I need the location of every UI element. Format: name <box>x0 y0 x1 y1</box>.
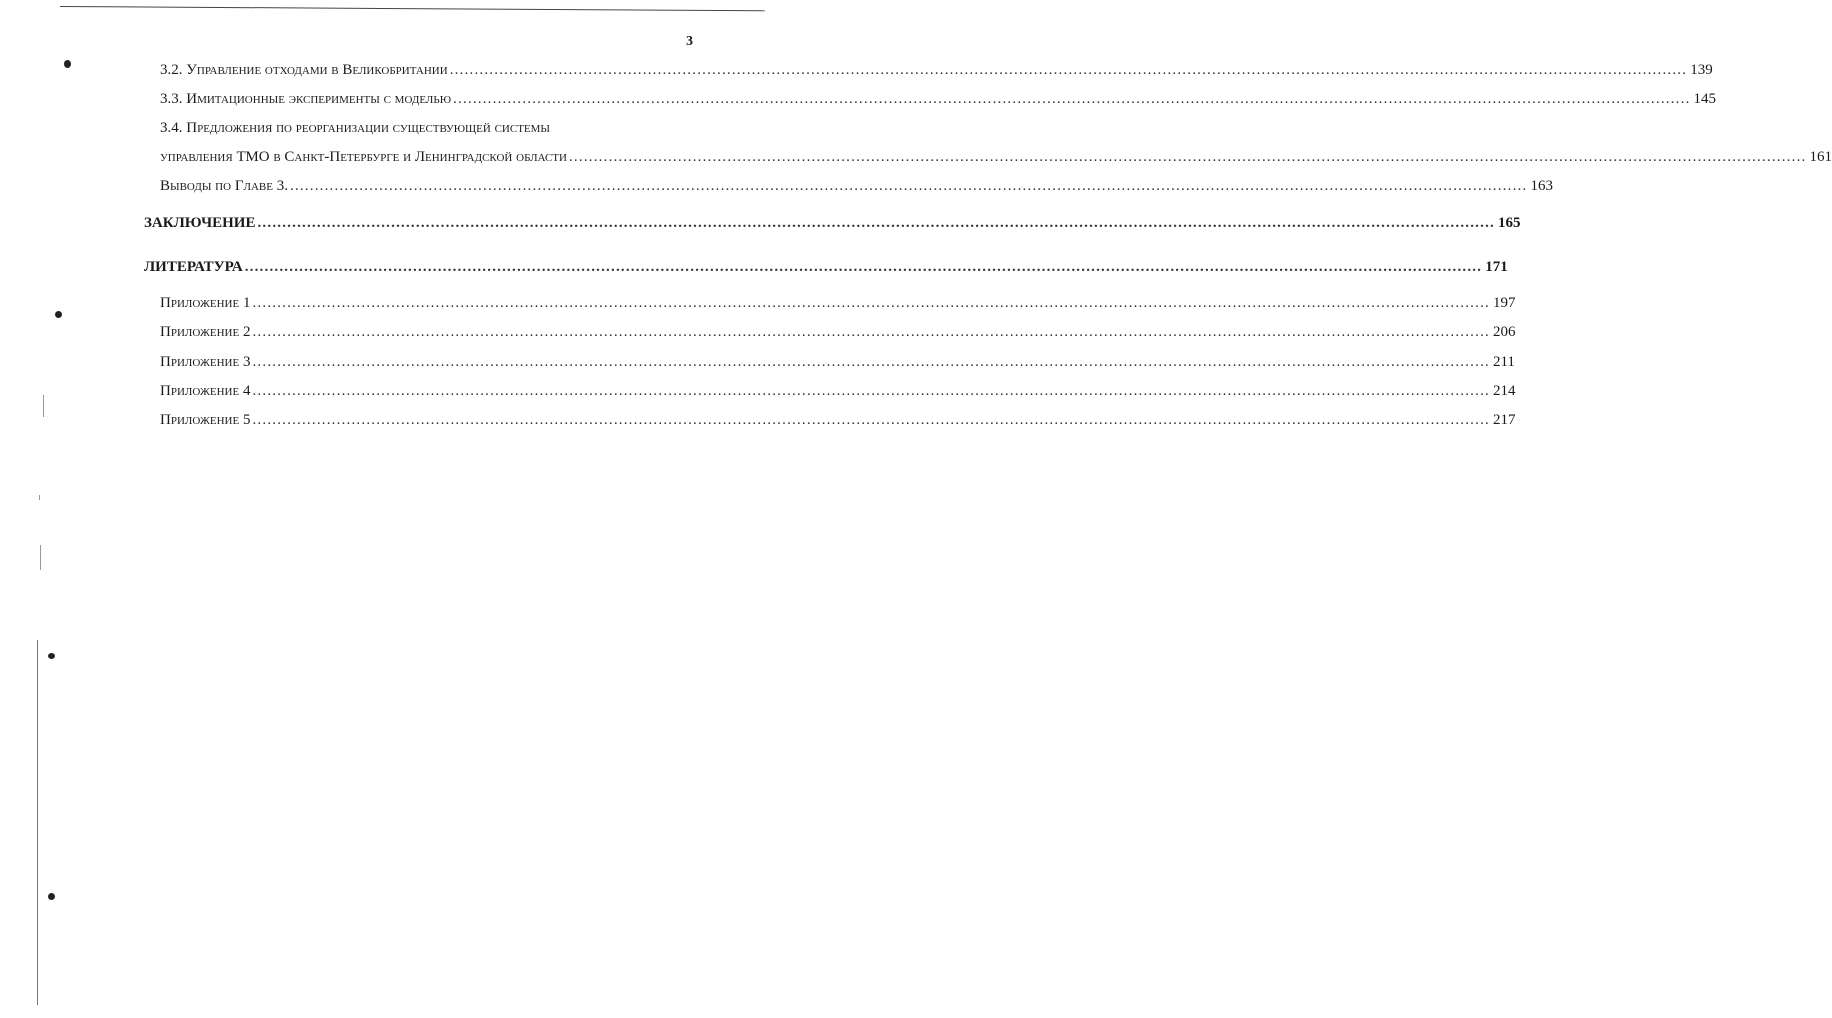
toc-entry-page: 171 <box>1485 259 1508 275</box>
toc-entry-page: 165 <box>1497 215 1521 231</box>
toc-entry-label: Приложение 3 <box>160 354 251 370</box>
dot-leader <box>252 293 1490 313</box>
toc-entry-3-2[interactable] <box>160 60 1713 80</box>
top-border-line <box>60 6 765 11</box>
toc-entry-appendix-3[interactable] <box>160 352 1515 372</box>
toc-entry-appendix-4[interactable] <box>160 381 1516 401</box>
toc-entry-page: 206 <box>1492 324 1516 340</box>
dot-leader <box>257 213 1495 233</box>
toc-entry-chapter-3-conclusions[interactable] <box>160 176 1553 196</box>
toc-entry-literature[interactable] <box>144 257 1508 277</box>
toc-entry-page: 145 <box>1693 91 1717 107</box>
dot-leader <box>569 147 1807 167</box>
toc-entry-label: 3.2. Управление отходами в Великобритании <box>160 62 448 78</box>
toc-entry-appendix-5[interactable] <box>160 410 1516 430</box>
toc-entry-label: Приложение 2 <box>160 324 251 340</box>
punch-hole-mark <box>48 653 55 659</box>
toc-entry-page: 163 <box>1530 178 1553 194</box>
dot-leader <box>450 60 1688 80</box>
toc-entry-appendix-1[interactable] <box>160 293 1516 313</box>
dot-leader <box>252 352 1490 372</box>
scan-artifact <box>43 395 44 417</box>
dot-leader <box>453 89 1691 109</box>
toc-entry-label: Приложение 4 <box>160 383 251 399</box>
dot-leader <box>252 381 1490 401</box>
toc-entry-page: 217 <box>1492 412 1516 428</box>
toc-entry-3-4[interactable] <box>160 147 1832 167</box>
toc-entry-3-3[interactable] <box>160 89 1717 109</box>
page-number: 3 <box>686 34 693 49</box>
left-margin-line <box>37 640 38 1005</box>
toc-entry-label: Выводы по Главе 3. <box>160 178 288 194</box>
dot-leader <box>252 322 1490 342</box>
dot-leader <box>245 257 1483 277</box>
toc-entry-label: Приложение 1 <box>160 295 251 311</box>
scan-artifact <box>39 495 40 500</box>
toc-entry-label: управления ТМО в Санкт-Петербурге и Ленинградской области <box>160 149 567 165</box>
toc-entry-page: 161 <box>1809 149 1832 165</box>
punch-hole-mark <box>55 311 62 318</box>
toc-entry-label: ЗАКЛЮЧЕНИЕ <box>144 215 256 231</box>
toc-entry-3-4-line1: 3.4. Предложения по реорганизации существующей системы <box>160 120 550 136</box>
toc-entry-conclusion[interactable] <box>144 213 1521 233</box>
toc-entry-appendix-2[interactable] <box>160 322 1516 342</box>
toc-entry-page: 139 <box>1690 62 1713 78</box>
toc-entry-label: 3.3. Имитационные эксперименты с моделью <box>160 91 452 107</box>
toc-entry-page: 197 <box>1492 295 1516 311</box>
toc-entry-label: Приложение 5 <box>160 412 251 428</box>
dot-leader <box>290 176 1528 196</box>
dot-leader <box>252 410 1490 430</box>
punch-hole-mark <box>48 893 55 900</box>
toc-entry-page: 211 <box>1492 354 1515 370</box>
scan-artifact <box>40 545 41 570</box>
punch-hole-mark <box>64 60 71 68</box>
toc-entry-page: 214 <box>1492 383 1516 399</box>
toc-entry-label: ЛИТЕРАТУРА <box>144 259 243 275</box>
